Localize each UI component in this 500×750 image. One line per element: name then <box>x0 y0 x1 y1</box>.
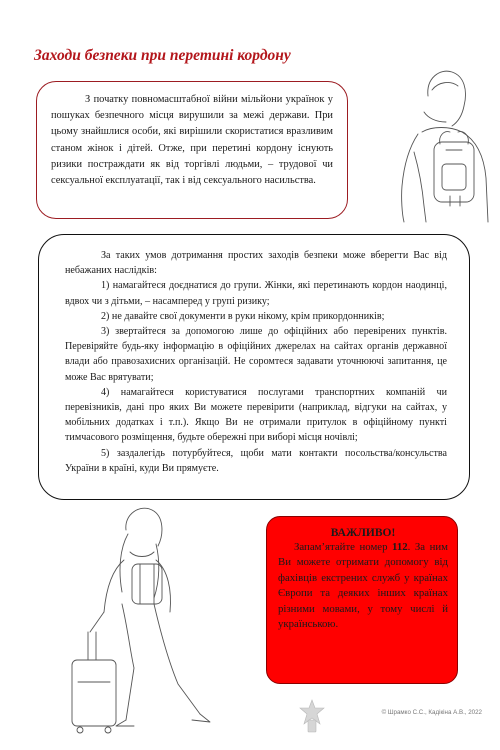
tip-item: 3) звертайтеся за допомогою лише до офіційних або перевірених пунктів. Перевіряйте будь-яку інформацію в офіційних джерелах на сайтах органів державної влади або правозахисних організацій. Не соромтеся задавати уточнюючі запитання, це може Вас врятувати; <box>65 326 447 383</box>
safety-tips-box <box>38 234 470 500</box>
important-text-after: . За ним Ви можете отримати допомогу від фахівців екстрених служб у країнах Європи та деяких інших країнах різними мовами, у тому числі й українською. <box>278 541 448 631</box>
tip-item: 5) заздалегідь потурбуйтеся, щоби мати контакти посольства/консульства України в країні, куди Ви прямуєте. <box>65 447 447 474</box>
important-notice <box>266 516 458 684</box>
emergency-number: 112 <box>392 541 408 553</box>
tip-item: 1) намагайтеся доєднатися до групи. Жінки, які перетинають кордон наодинці, вдвох чи з дітьми, – насамперед у групі ризику; <box>65 280 447 307</box>
tips-lead: За таких умов дотримання простих заходів безпеки може вберегти Вас від небажаних наслідків: <box>65 250 447 277</box>
important-heading: ВАЖЛИВО! <box>330 527 396 539</box>
intro-text: З початку повномасштабної війни мільйони українок у пошуках безпечного місця вирушили за межі держави. При цьому знайшлися особи, які вирішили скористатися вразливим станом жінок і дітей. Отже, при перетині кордону існують ризики постраждати як від торгівлі людьми, – трудової чи сексуальної експлуатації, так і від сексуального насильства. <box>51 94 333 187</box>
important-text-before: Запам’ятайте номер <box>294 541 393 553</box>
copyright-footer: © Шрамко С.С., Кадікіна А.В., 2022 <box>381 709 482 716</box>
important-text <box>278 540 448 632</box>
tip-item: 4) намагайтеся користуватися послугами транспортних компаній чи перевізників, дані про яких Ви можете перевірити (наприклад, відгуки на сайтах, у мобільних додатках і т.п.). Якщо Ви не отримали притулок в офіційному пункті тимчасового розміщення, будьте обережні при виборі місця ночівлі; <box>65 386 447 444</box>
tip-item: 2) не давайте свої документи в руки нікому, крім прикордонників; <box>101 310 385 322</box>
woman-with-suitcase-illustration <box>60 500 238 740</box>
page-title: Заходи безпеки при перетині кордону <box>34 47 291 64</box>
police-emblem-icon <box>298 698 326 738</box>
woman-with-backpack-illustration <box>388 56 492 226</box>
intro-box <box>36 81 348 219</box>
